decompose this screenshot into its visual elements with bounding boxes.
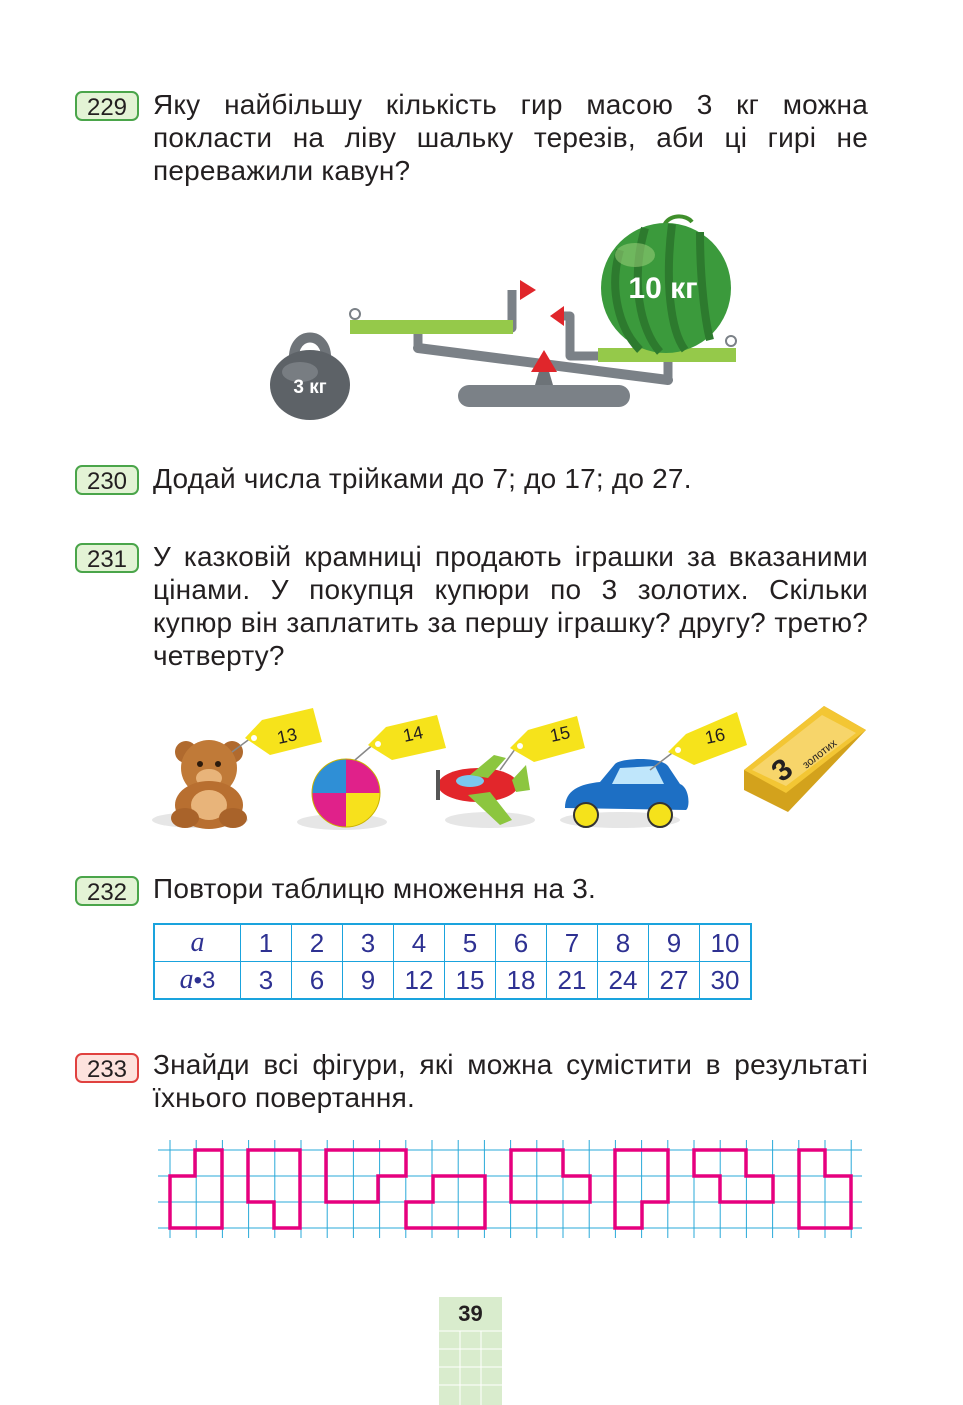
row-head-multiplier: •3 [193,967,216,994]
watermelon-label: 10 кг [628,272,698,305]
row-head-variable: a [179,964,194,995]
table-cell: 10 [700,924,752,962]
table-cell: 27 [649,962,700,1000]
svg-text:13: 13 [275,724,299,748]
task-text-231: У казковій крамниці продають іграшки за вказаними цінами. У покупця купюри по 3 золотих. Скільки купюр він заплатить за першу іграшку? другу? третю? четверту? [153,541,868,671]
table-cell: 15 [445,962,496,1000]
table-cell: 7 [547,924,598,962]
table-cell: 2 [292,924,343,962]
task-number-231: 231 [75,543,139,573]
task-number-232: 232 [75,876,139,906]
page-number-box [439,1297,502,1405]
table-cell: 1 [241,924,292,962]
svg-text:16: 16 [703,724,727,748]
table-cell: 3 [343,924,394,962]
task-number-230: 230 [75,465,139,495]
table-cell: 4 [394,924,445,962]
table-cell: 8 [598,924,649,962]
table-cell: 30 [700,962,752,1000]
svg-text:золотих: золотих [800,737,840,772]
table-cell: 18 [496,962,547,1000]
table-cell: 3 [241,962,292,1000]
svg-text:15: 15 [548,722,572,746]
page-number: 39 [458,1301,483,1326]
table-cell: 5 [445,924,496,962]
table-cell: 21 [547,962,598,1000]
table-cell: 9 [649,924,700,962]
task-number-233: 233 [75,1053,139,1083]
task-text-229: Яку найбільшу кількість гир масою 3 кг можна покласти на ліву шальку терезів, аби ці гирі не переважили кавун? [153,89,868,186]
table-cell: 6 [496,924,547,962]
svg-text:3: 3 [765,752,800,789]
svg-text:14: 14 [401,722,425,746]
task-number-229: 229 [75,91,139,121]
table-cell: 12 [394,962,445,1000]
table-cell: 9 [343,962,394,1000]
task-text-232: Повтори таблицю множення на 3. [153,873,596,904]
task-text-233: Знайди всі фігури, які можна сумістити в результаті їхнього повертання. [153,1049,868,1113]
weight-label: 3 кг [293,377,327,398]
table-cell: 6 [292,962,343,1000]
table-row-head: a [154,924,241,962]
table-cell: 24 [598,962,649,1000]
figure-2 [248,1150,300,1228]
task-text-230: Додай числа трійками до 7; до 17; до 27. [153,463,692,494]
